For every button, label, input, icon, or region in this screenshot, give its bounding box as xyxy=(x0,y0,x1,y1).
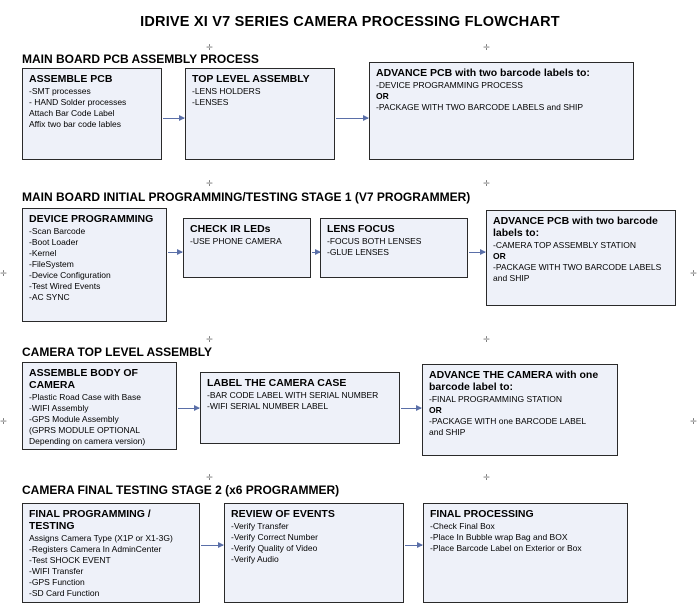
box-header: TOP LEVEL ASSEMBLY xyxy=(192,73,310,85)
box-line: (GPRS MODULE OPTIONAL xyxy=(29,425,140,435)
connector-arrow-3b xyxy=(401,408,421,409)
box-header: ASSEMBLE PCB xyxy=(29,73,113,85)
box-lens-focus xyxy=(320,218,468,278)
box-line: -Registers Camera In AdminCenter xyxy=(29,544,162,554)
box-header: ADVANCE THE CAMERA with one barcode label to: xyxy=(429,369,599,393)
box-review-of-events xyxy=(224,503,404,603)
box-final-programming-testing xyxy=(22,503,200,603)
connector-arrow-2c xyxy=(469,252,485,253)
crop-tick-icon: ✛ xyxy=(206,179,213,188)
box-assemble-body-of-camera xyxy=(22,362,177,450)
crop-tick-icon: ✛ xyxy=(483,179,490,188)
crop-tick-icon: ✛ xyxy=(483,473,490,482)
connector-arrow-3a xyxy=(178,408,199,409)
box-line: -GPS Function xyxy=(29,577,85,587)
box-line: - HAND Solder processes xyxy=(29,97,127,107)
crop-tick-icon: ✛ xyxy=(690,417,697,426)
crop-tick-icon: ✛ xyxy=(0,269,7,278)
box-line: and SHIP xyxy=(429,427,466,437)
box-line: -AC SYNC xyxy=(29,292,70,302)
connector-arrow-4a xyxy=(201,545,223,546)
box-line: -PACKAGE WITH TWO BARCODE LABELS xyxy=(493,262,662,272)
crop-tick-icon: ✛ xyxy=(690,269,697,278)
box-advance-pcb-to-top-assembly xyxy=(486,210,676,306)
box-line: -GPS Module Assembly xyxy=(29,414,119,424)
box-line: -Verify Audio xyxy=(231,554,279,564)
box-line: OR xyxy=(376,91,389,101)
connector-arrow-2a xyxy=(168,252,182,253)
connector-arrow-1a xyxy=(163,118,184,119)
box-line: -Check Final Box xyxy=(430,521,495,531)
crop-tick-icon: ✛ xyxy=(483,43,490,52)
box-advance-camera-one-label xyxy=(422,364,618,456)
box-line: -Place In Bubble wrap Bag and BOX xyxy=(430,532,568,542)
box-line: -WIFI Transfer xyxy=(29,566,84,576)
box-check-ir-leds xyxy=(183,218,311,278)
crop-tick-icon: ✛ xyxy=(483,335,490,344)
box-header: LABEL THE CAMERA CASE xyxy=(207,377,347,389)
box-header: REVIEW OF EVENTS xyxy=(231,508,335,520)
box-line: -FileSystem xyxy=(29,259,74,269)
connector-arrow-2b xyxy=(312,252,320,253)
box-line: and SHIP xyxy=(493,273,530,283)
box-line: -Device Configuration xyxy=(29,270,111,280)
box-line: -Plastic Road Case with Base xyxy=(29,392,141,402)
crop-tick-icon: ✛ xyxy=(206,335,213,344)
box-header: ADVANCE PCB with two barcode labels to: xyxy=(493,215,658,239)
box-line: -FINAL PROGRAMMING STATION xyxy=(429,394,563,404)
box-line: -PACKAGE WITH TWO BARCODE LABELS and SHIP xyxy=(376,102,584,112)
box-line: -WIFI Assembly xyxy=(29,403,89,413)
box-line: -BAR CODE LABEL WITH SERIAL NUMBER xyxy=(207,390,379,400)
box-header: ADVANCE PCB with two barcode labels to: xyxy=(376,67,590,79)
box-device-programming xyxy=(22,208,167,322)
box-line: -LENSES xyxy=(192,97,229,107)
box-line: -PACKAGE WITH one BARCODE LABEL xyxy=(429,416,587,426)
crop-tick-icon: ✛ xyxy=(206,473,213,482)
box-header: ASSEMBLE BODY OF CAMERA xyxy=(29,367,138,391)
box-line: -Verify Correct Number xyxy=(231,532,318,542)
box-line: OR xyxy=(493,251,506,261)
box-line: -Verify Transfer xyxy=(231,521,289,531)
box-line: -FOCUS BOTH LENSES xyxy=(327,236,422,246)
box-line: -WIFI SERIAL NUMBER LABEL xyxy=(207,401,329,411)
box-line: -Kernel xyxy=(29,248,57,258)
box-line: -SD Card Function xyxy=(29,588,100,598)
box-header: FINAL PROCESSING xyxy=(430,508,534,520)
box-assemble-pcb xyxy=(22,68,162,160)
box-header: DEVICE PROGRAMMING xyxy=(29,213,154,225)
box-line: -LENS HOLDERS xyxy=(192,86,261,96)
box-line: -Scan Barcode xyxy=(29,226,86,236)
box-line: -SMT processes xyxy=(29,86,91,96)
box-line: Affix two bar code lables xyxy=(29,119,121,129)
box-header: LENS FOCUS xyxy=(327,223,395,235)
page-title: IDRIVE XI V7 SERIES CAMERA PROCESSING FLOWCHART xyxy=(140,14,560,30)
box-line: Attach Bar Code Label xyxy=(29,108,115,118)
box-line: -Test SHOCK EVENT xyxy=(29,555,111,565)
box-final-processing xyxy=(423,503,628,603)
connector-arrow-4b xyxy=(405,545,422,546)
box-line: Assigns Camera Type (X1P or X1-3G) xyxy=(29,533,173,543)
section-heading-final-testing: CAMERA FINAL TESTING STAGE 2 (x6 PROGRAMMER) xyxy=(22,483,340,497)
box-header: CHECK IR LEDs xyxy=(190,223,271,235)
box-line: -CAMERA TOP ASSEMBLY STATION xyxy=(493,240,636,250)
box-line: -Verify Quality of Video xyxy=(231,543,318,553)
section-heading-camera-top-assembly: CAMERA TOP LEVEL ASSEMBLY xyxy=(22,345,213,359)
box-header: FINAL PROGRAMMING / TESTING xyxy=(29,508,151,532)
box-line: -USE PHONE CAMERA xyxy=(190,236,282,246)
section-heading-initial-programming: MAIN BOARD INITIAL PROGRAMMING/TESTING STAGE 1 (V7 PROGRAMMER) xyxy=(22,190,471,204)
box-line: OR xyxy=(429,405,442,415)
box-line: -Test Wired Events xyxy=(29,281,101,291)
section-heading-pcb-assembly: MAIN BOARD PCB ASSEMBLY PROCESS xyxy=(22,52,259,66)
box-advance-pcb-two-labels xyxy=(369,62,634,160)
box-top-level-assembly xyxy=(185,68,335,160)
box-line: -Place Barcode Label on Exterior or Box xyxy=(430,543,582,553)
connector-arrow-1b xyxy=(336,118,368,119)
crop-tick-icon: ✛ xyxy=(0,417,7,426)
box-line: -Boot Loader xyxy=(29,237,79,247)
box-line: Depending on camera version) xyxy=(29,436,146,446)
crop-tick-icon: ✛ xyxy=(206,43,213,52)
box-label-camera-case xyxy=(200,372,400,444)
box-line: -GLUE LENSES xyxy=(327,247,389,257)
box-line: -DEVICE PROGRAMMING PROCESS xyxy=(376,80,523,90)
